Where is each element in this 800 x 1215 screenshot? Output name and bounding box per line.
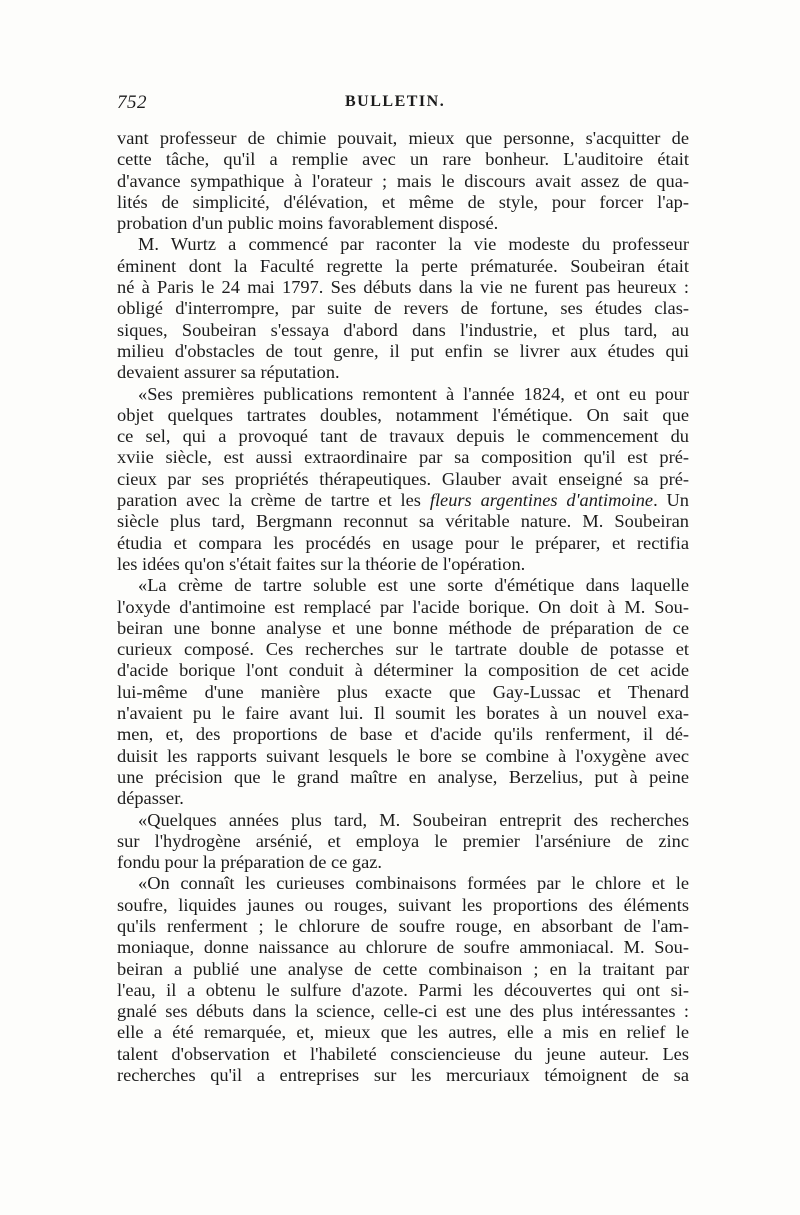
text-line bbox=[117, 511, 689, 532]
text-line bbox=[117, 937, 689, 958]
line-text: qu'ils renferment ; le chlorure de soufre rouge, en absorbant de l'am- bbox=[117, 915, 689, 936]
text-line bbox=[117, 1065, 689, 1086]
line-text: recherches qu'il a entreprises sur les mercuriaux témoignent de sa bbox=[117, 1065, 689, 1086]
line-text: beiran une bonne analyse et une bonne méthode de préparation de ce bbox=[117, 617, 689, 638]
line-text: siques, Soubeiran s'essaya d'abord dans l'industrie, et plus tard, au bbox=[117, 319, 689, 340]
text-line bbox=[117, 213, 689, 234]
body-text bbox=[117, 128, 689, 1086]
text-line bbox=[117, 469, 689, 490]
line-text: les idées qu'on s'était faites sur la théorie de l'opération. bbox=[117, 553, 526, 574]
text-line bbox=[117, 788, 689, 809]
line-text: soufre, liquides jaunes ou rouges, suivant les proportions des éléments bbox=[117, 894, 689, 915]
line-text: l'eau, il a obtenu le sulfure d'azote. Parmi les découvertes qui ont si- bbox=[117, 979, 689, 1000]
line-text: d'acide borique l'ont conduit à déterminer la composition de cet acide bbox=[117, 660, 689, 681]
text-line bbox=[117, 426, 689, 447]
text-line bbox=[117, 554, 689, 575]
line-text: beiran a publié une analyse de cette combinaison ; en la traitant par bbox=[117, 958, 689, 979]
line-text: duisit les rapports suivant lesquels le bore se combine à l'oxygène avec bbox=[117, 745, 689, 766]
text-line bbox=[117, 447, 689, 468]
line-text: «On connaît les curieuses combinaisons formées par le chlore et le bbox=[138, 873, 689, 894]
text-line bbox=[117, 256, 689, 277]
text-line bbox=[117, 320, 689, 341]
line-text: l'oxyde d'antimoine est remplacé par l'acide borique. On doit à M. Sou- bbox=[117, 596, 689, 617]
line-text: men, et, des proportions de base et d'acide qu'ils renferment, il dé- bbox=[117, 724, 689, 745]
line-text: curieux composé. Ces recherches sur le tartrate double de potasse et bbox=[117, 639, 689, 660]
line-text: lui-même d'une manière plus exacte que Gay-Lussac et Thenard bbox=[117, 681, 689, 702]
text-line bbox=[117, 298, 689, 319]
running-title: BULLETIN. bbox=[345, 93, 446, 110]
text-line bbox=[117, 362, 689, 383]
page-number: 752 bbox=[117, 92, 147, 113]
text-line bbox=[117, 682, 689, 703]
text-line bbox=[117, 1001, 689, 1022]
line-text: vant professeur de chimie pouvait, mieux que personne, s'acquitter de bbox=[117, 128, 689, 148]
text-line bbox=[117, 149, 689, 170]
text-line bbox=[117, 277, 689, 298]
text-line bbox=[117, 746, 689, 767]
line-text: gnalé ses débuts dans la science, celle-ci est une des plus intéressantes : bbox=[117, 1001, 689, 1022]
text-line bbox=[117, 575, 689, 596]
line-text: n'avaient pu le faire avant lui. Il soumit les borates à un nouvel exa- bbox=[117, 703, 689, 724]
text-line bbox=[117, 852, 689, 873]
line-text: ce sel, qui a provoqué tant de travaux depuis le commencement du bbox=[117, 426, 689, 447]
line-text: milieu d'obstacles de tout genre, il put enfin se livrer aux études qui bbox=[117, 340, 689, 361]
line-text: xviie siècle, est aussi extraordinaire par sa composition qu'il est pré- bbox=[117, 447, 689, 468]
text-line bbox=[117, 128, 689, 149]
text-line bbox=[117, 724, 689, 745]
text-line bbox=[117, 831, 689, 852]
line-text: obligé d'interrompre, par suite de revers de fortune, ses études clas- bbox=[117, 298, 689, 319]
text-line bbox=[117, 895, 689, 916]
text-line bbox=[117, 916, 689, 937]
line-text: «Ses premières publications remontent à l'année 1824, et ont eu pour bbox=[138, 383, 689, 404]
line-text: probation d'un public moins favorablement disposé. bbox=[117, 213, 499, 234]
text-line bbox=[117, 490, 689, 511]
page-header bbox=[117, 92, 689, 122]
text-line bbox=[117, 980, 689, 1001]
text-line bbox=[117, 639, 689, 660]
line-text-continued: . Un bbox=[653, 490, 690, 511]
line-text: elle a été remarquée, et, mieux que les autres, elle a mis en relief le bbox=[117, 1022, 689, 1043]
line-text: devaient assurer sa réputation. bbox=[117, 362, 340, 383]
line-text: moniaque, donne naissance au chlorure de soufre ammoniacal. M. Sou- bbox=[117, 937, 689, 958]
text-line bbox=[117, 703, 689, 724]
line-text: d'avance sympathique à l'orateur ; mais le discours avait assez de qua- bbox=[117, 170, 689, 191]
line-text: une précision que le grand maître en analyse, Berzelius, put à peine bbox=[117, 766, 689, 787]
line-text: objet quelques tartrates doubles, notamment l'émétique. On sait que bbox=[117, 404, 689, 425]
line-text: né à Paris le 24 mai 1797. Ses débuts dans la vie ne furent pas heureux : bbox=[117, 277, 689, 298]
text-line bbox=[117, 192, 689, 213]
line-text: «La crème de tartre soluble est une sorte d'émétique dans laquelle bbox=[138, 575, 689, 596]
line-text: sur l'hydrogène arsénié, et employa le premier l'arséniure de zinc bbox=[117, 830, 689, 851]
text-line bbox=[117, 384, 689, 405]
text-line bbox=[117, 597, 689, 618]
line-text: «Quelques années plus tard, M. Soubeiran entreprit des recherches bbox=[138, 809, 689, 830]
line-text: cieux par ses propriétés thérapeutiques. Glauber avait enseigné sa pré- bbox=[117, 468, 689, 489]
text-line bbox=[117, 1044, 689, 1065]
line-text: fondu pour la préparation de ce gaz. bbox=[117, 852, 383, 873]
line-text: lités de simplicité, d'élévation, et même de style, pour forcer l'ap- bbox=[117, 191, 689, 212]
line-text: cette tâche, qu'il a remplie avec un rare bonheur. L'auditoire était bbox=[117, 149, 689, 170]
text-line bbox=[117, 1022, 689, 1043]
text-line bbox=[117, 767, 689, 788]
text-line bbox=[117, 234, 689, 255]
line-text: éminent dont la Faculté regrette la perte prématurée. Soubeiran était bbox=[117, 255, 689, 276]
text-line bbox=[117, 810, 689, 831]
text-line bbox=[117, 660, 689, 681]
line-text: M. Wurtz a commencé par raconter la vie modeste du professeur bbox=[138, 234, 689, 255]
text-line bbox=[117, 171, 689, 192]
line-text: siècle plus tard, Bergmann reconnut sa véritable nature. M. Soubeiran bbox=[117, 511, 689, 532]
text-line bbox=[117, 533, 689, 554]
line-text: dépasser. bbox=[117, 788, 184, 809]
italic-phrase: fleurs argentines d'antimoine bbox=[429, 490, 654, 511]
text-line bbox=[117, 405, 689, 426]
text-line bbox=[117, 959, 689, 980]
text-line bbox=[117, 873, 689, 894]
text-line bbox=[117, 341, 689, 362]
line-text: paration avec la crème de tartre et les bbox=[117, 490, 430, 511]
text-line bbox=[117, 618, 689, 639]
line-text: étudia et compara les procédés en usage pour le préparer, et rectifia bbox=[117, 532, 689, 553]
line-text: talent d'observation et l'habileté consciencieuse du jeune auteur. Les bbox=[117, 1043, 689, 1064]
